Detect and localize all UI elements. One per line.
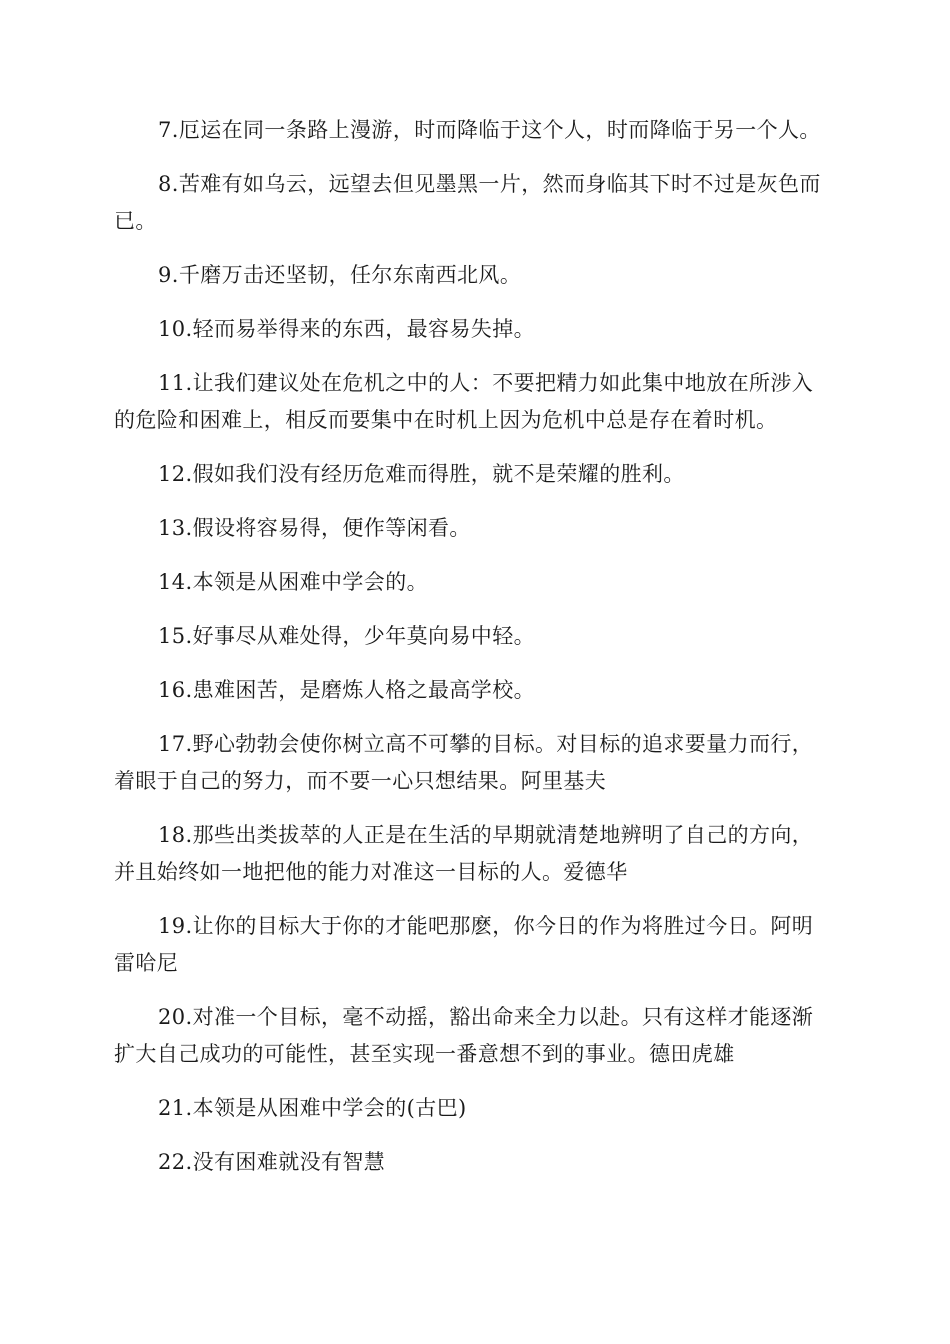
quote-list — [114, 112, 834, 1198]
quote-paragraph-14: 14.本领是从困难中学会的。 — [158, 570, 428, 594]
quote-paragraph-20: 20.对准一个目标，毫不动摇，豁出命来全力以赴。只有这样才能逐渐扩大自己成功的可能性，甚至实现一番意想不到的事业。德田虎雄 — [114, 1005, 814, 1066]
quote-paragraph-7: 7.厄运在同一条路上漫游，时而降临于这个人，时而降临于另一个人。 — [158, 118, 821, 142]
quote-paragraph-12: 12.假如我们没有经历危难而得胜，就不是荣耀的胜利。 — [158, 462, 685, 486]
quote-paragraph-17: 17.野心勃勃会使你树立高不可攀的目标。对目标的追求要量力而行，着眼于自己的努力，而不要一心只想结果。阿里基夫 — [114, 732, 814, 793]
quote-paragraph-9: 9.千磨万击还坚韧，任尔东南西北风。 — [158, 263, 522, 287]
quote-paragraph-10: 10.轻而易举得来的东西，最容易失掉。 — [158, 317, 535, 341]
quote-paragraph-22: 22.没有困难就没有智慧 — [158, 1150, 386, 1174]
quote-paragraph-15: 15.好事尽从难处得，少年莫向易中轻。 — [158, 624, 535, 648]
quote-paragraph-16: 16.患难困苦，是磨炼人格之最高学校。 — [158, 678, 535, 702]
quote-paragraph-21: 21.本领是从困难中学会的(古巴) — [158, 1096, 467, 1120]
quote-paragraph-8: 8.苦难有如乌云，远望去但见墨黑一片，然而身临其下时不过是灰色而已。 — [114, 172, 821, 233]
quote-paragraph-13: 13.假设将容易得，便作等闲看。 — [158, 516, 471, 540]
quote-paragraph-18: 18.那些出类拔萃的人正是在生活的早期就清楚地辨明了自己的方向，并且始终如一地把他的能力对准这一目标的人。爱德华 — [114, 823, 814, 884]
quote-paragraph-19: 19.让你的目标大于你的才能吧那麽，你今日的作为将胜过今日。阿明雷哈尼 — [114, 914, 814, 975]
quote-paragraph-11: 11.让我们建议处在危机之中的人：不要把精力如此集中地放在所涉入的危险和困难上，相反而要集中在时机上因为危机中总是存在着时机。 — [114, 371, 814, 432]
